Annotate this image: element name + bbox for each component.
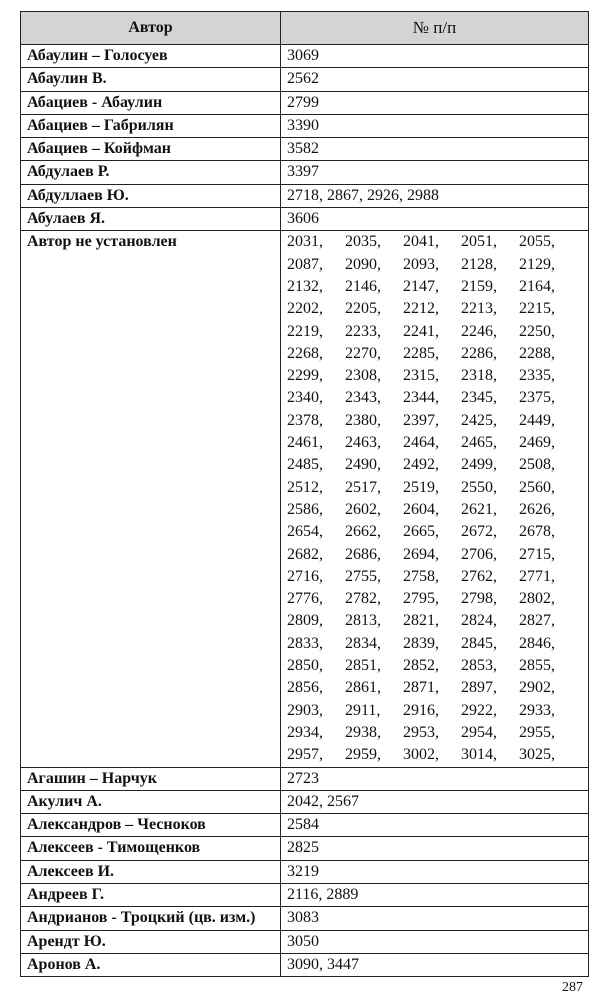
number-item: 2490, xyxy=(345,456,381,474)
number-item: 2755, xyxy=(345,567,381,585)
number-item: 2621, xyxy=(461,500,497,518)
number-item: 3025, xyxy=(519,746,555,764)
table-row xyxy=(21,814,589,837)
number-cell: 3219 xyxy=(281,860,589,883)
number-item: 2380, xyxy=(345,411,381,429)
number-item: 2715, xyxy=(519,545,555,563)
number-cell: 2718, 2867, 2926, 2988 xyxy=(281,184,589,207)
number-item: 2851, xyxy=(345,657,381,675)
number-item: 2758, xyxy=(403,567,439,585)
number-item: 2345, xyxy=(461,389,497,407)
number-item: 2845, xyxy=(461,634,497,652)
number-item: 2315, xyxy=(403,367,439,385)
author-cell: Автор не установлен xyxy=(21,231,281,767)
number-item: 2093, xyxy=(403,255,439,273)
table-row xyxy=(21,184,589,207)
number-cell: 3090, 3447 xyxy=(281,953,589,976)
table-row xyxy=(21,68,589,91)
number-cell: 2562 xyxy=(281,68,589,91)
number-item: 2343, xyxy=(345,389,381,407)
number-cell: 2116, 2889 xyxy=(281,883,589,906)
author-cell: Алексеев - Тимощенков xyxy=(21,837,281,860)
number-item: 2055, xyxy=(519,233,555,251)
table-row-unknown-author xyxy=(21,231,589,767)
number-item: 2626, xyxy=(519,500,555,518)
author-cell: Абациев – Габрилян xyxy=(21,114,281,137)
number-item: 2461, xyxy=(287,434,323,452)
table-row xyxy=(21,860,589,883)
number-item: 2902, xyxy=(519,679,555,697)
author-cell: Акулич А. xyxy=(21,790,281,813)
table-row xyxy=(21,930,589,953)
number-cell: 3606 xyxy=(281,208,589,231)
page-number: 287 xyxy=(562,980,583,995)
number-item: 2897, xyxy=(461,679,497,697)
author-cell: Алексеев И. xyxy=(21,860,281,883)
number-item: 2795, xyxy=(403,590,439,608)
number-item: 2686, xyxy=(345,545,381,563)
author-cell: Арендт Ю. xyxy=(21,930,281,953)
number-item: 2202, xyxy=(287,300,323,318)
number-item: 2132, xyxy=(287,277,323,295)
number-item: 2938, xyxy=(345,723,381,741)
number-item: 2219, xyxy=(287,322,323,340)
number-item: 3014, xyxy=(461,746,497,764)
number-item: 2485, xyxy=(287,456,323,474)
number-item: 2550, xyxy=(461,478,497,496)
number-item: 2957, xyxy=(287,746,323,764)
header-row xyxy=(21,12,589,45)
number-item: 2604, xyxy=(403,500,439,518)
number-item: 2449, xyxy=(519,411,555,429)
table-row xyxy=(21,114,589,137)
number-item: 2425, xyxy=(461,411,497,429)
number-item: 2051, xyxy=(461,233,497,251)
number-item: 2833, xyxy=(287,634,323,652)
author-cell: Абаулин В. xyxy=(21,68,281,91)
table-row xyxy=(21,91,589,114)
number-item: 2464, xyxy=(403,434,439,452)
number-item: 2129, xyxy=(519,255,555,273)
author-cell: Абациев - Абаулин xyxy=(21,91,281,114)
number-item: 2953, xyxy=(403,723,439,741)
number-item: 2934, xyxy=(287,723,323,741)
number-item: 2853, xyxy=(461,657,497,675)
number-item: 2378, xyxy=(287,411,323,429)
number-item: 2286, xyxy=(461,344,497,362)
number-item: 2288, xyxy=(519,344,555,362)
number-item: 2560, xyxy=(519,478,555,496)
number-item: 2771, xyxy=(519,567,555,585)
author-index-table xyxy=(20,11,589,977)
number-item: 2128, xyxy=(461,255,497,273)
number-item: 2871, xyxy=(403,679,439,697)
number-item: 2241, xyxy=(403,322,439,340)
number-cell: 3083 xyxy=(281,907,589,930)
number-item: 2911, xyxy=(345,701,381,719)
number-item: 2827, xyxy=(519,612,555,630)
number-item: 2839, xyxy=(403,634,439,652)
number-item: 2213, xyxy=(461,300,497,318)
number-item: 2809, xyxy=(287,612,323,630)
table-row xyxy=(21,138,589,161)
number-item: 2147, xyxy=(403,277,439,295)
author-cell: Абулаев Я. xyxy=(21,208,281,231)
number-item: 2954, xyxy=(461,723,497,741)
number-item: 2834, xyxy=(345,634,381,652)
number-item: 2146, xyxy=(345,277,381,295)
number-item: 2397, xyxy=(403,411,439,429)
number-item: 2852, xyxy=(403,657,439,675)
number-cell: 2042, 2567 xyxy=(281,790,589,813)
table-row xyxy=(21,208,589,231)
number-cell: 2584 xyxy=(281,814,589,837)
number-item: 2959, xyxy=(345,746,381,764)
number-item: 2308, xyxy=(345,367,381,385)
number-cell: 2723 xyxy=(281,767,589,790)
number-item: 2855, xyxy=(519,657,555,675)
table-body xyxy=(21,45,589,977)
number-item: 2041, xyxy=(403,233,439,251)
number-item: 2519, xyxy=(403,478,439,496)
number-item: 2164, xyxy=(519,277,555,295)
number-item: 2694, xyxy=(403,545,439,563)
table-row xyxy=(21,161,589,184)
header-number: № п/п xyxy=(281,12,589,45)
author-cell: Андреев Г. xyxy=(21,883,281,906)
number-item: 2233, xyxy=(345,322,381,340)
number-item: 2903, xyxy=(287,701,323,719)
number-item: 3002, xyxy=(403,746,439,764)
number-item: 2299, xyxy=(287,367,323,385)
number-item: 2344, xyxy=(403,389,439,407)
header-author: Автор xyxy=(21,12,281,45)
number-item: 2246, xyxy=(461,322,497,340)
number-item: 2824, xyxy=(461,612,497,630)
number-item: 2602, xyxy=(345,500,381,518)
table-row xyxy=(21,883,589,906)
number-cell: 3069 xyxy=(281,45,589,68)
number-item: 2678, xyxy=(519,523,555,541)
number-item: 2672, xyxy=(461,523,497,541)
number-item: 2665, xyxy=(403,523,439,541)
author-cell: Андрианов - Троцкий (цв. изм.) xyxy=(21,907,281,930)
number-item: 2250, xyxy=(519,322,555,340)
author-cell: Александров – Чесноков xyxy=(21,814,281,837)
number-item: 2856, xyxy=(287,679,323,697)
author-cell: Абдуллаев Ю. xyxy=(21,184,281,207)
number-item: 2762, xyxy=(461,567,497,585)
number-item: 2035, xyxy=(345,233,381,251)
number-cell xyxy=(281,231,589,767)
number-item: 2776, xyxy=(287,590,323,608)
number-item: 2268, xyxy=(287,344,323,362)
number-item: 2916, xyxy=(403,701,439,719)
number-item: 2662, xyxy=(345,523,381,541)
table-row xyxy=(21,790,589,813)
number-cell: 2799 xyxy=(281,91,589,114)
number-cell: 3390 xyxy=(281,114,589,137)
author-cell: Абаулин – Голосуев xyxy=(21,45,281,68)
number-item: 2706, xyxy=(461,545,497,563)
number-item: 2861, xyxy=(345,679,381,697)
number-item: 2492, xyxy=(403,456,439,474)
table-row xyxy=(21,837,589,860)
number-item: 2087, xyxy=(287,255,323,273)
number-item: 2798, xyxy=(461,590,497,608)
number-cell: 3397 xyxy=(281,161,589,184)
number-item: 2469, xyxy=(519,434,555,452)
number-item: 2654, xyxy=(287,523,323,541)
table-row xyxy=(21,907,589,930)
author-cell: Абдулаев Р. xyxy=(21,161,281,184)
number-item: 2955, xyxy=(519,723,555,741)
number-item: 2512, xyxy=(287,478,323,496)
number-item: 2813, xyxy=(345,612,381,630)
number-item: 2375, xyxy=(519,389,555,407)
number-item: 2517, xyxy=(345,478,381,496)
table-row xyxy=(21,953,589,976)
number-item: 2031, xyxy=(287,233,323,251)
number-list xyxy=(287,231,584,766)
number-item: 2318, xyxy=(461,367,497,385)
number-item: 2846, xyxy=(519,634,555,652)
table-row xyxy=(21,767,589,790)
number-item: 2499, xyxy=(461,456,497,474)
number-item: 2212, xyxy=(403,300,439,318)
number-item: 2465, xyxy=(461,434,497,452)
number-item: 2508, xyxy=(519,456,555,474)
number-item: 2782, xyxy=(345,590,381,608)
number-cell: 3050 xyxy=(281,930,589,953)
number-cell: 2825 xyxy=(281,837,589,860)
number-cell: 3582 xyxy=(281,138,589,161)
table-row xyxy=(21,45,589,68)
author-cell: Агашин – Нарчук xyxy=(21,767,281,790)
number-item: 2463, xyxy=(345,434,381,452)
author-cell: Аронов А. xyxy=(21,953,281,976)
author-cell: Абациев – Койфман xyxy=(21,138,281,161)
number-item: 2270, xyxy=(345,344,381,362)
number-item: 2090, xyxy=(345,255,381,273)
number-item: 2285, xyxy=(403,344,439,362)
number-item: 2335, xyxy=(519,367,555,385)
number-item: 2586, xyxy=(287,500,323,518)
number-item: 2802, xyxy=(519,590,555,608)
number-item: 2821, xyxy=(403,612,439,630)
number-item: 2682, xyxy=(287,545,323,563)
number-item: 2159, xyxy=(461,277,497,295)
number-item: 2340, xyxy=(287,389,323,407)
number-item: 2716, xyxy=(287,567,323,585)
number-item: 2933, xyxy=(519,701,555,719)
number-item: 2922, xyxy=(461,701,497,719)
number-item: 2850, xyxy=(287,657,323,675)
number-item: 2205, xyxy=(345,300,381,318)
number-item: 2215, xyxy=(519,300,555,318)
